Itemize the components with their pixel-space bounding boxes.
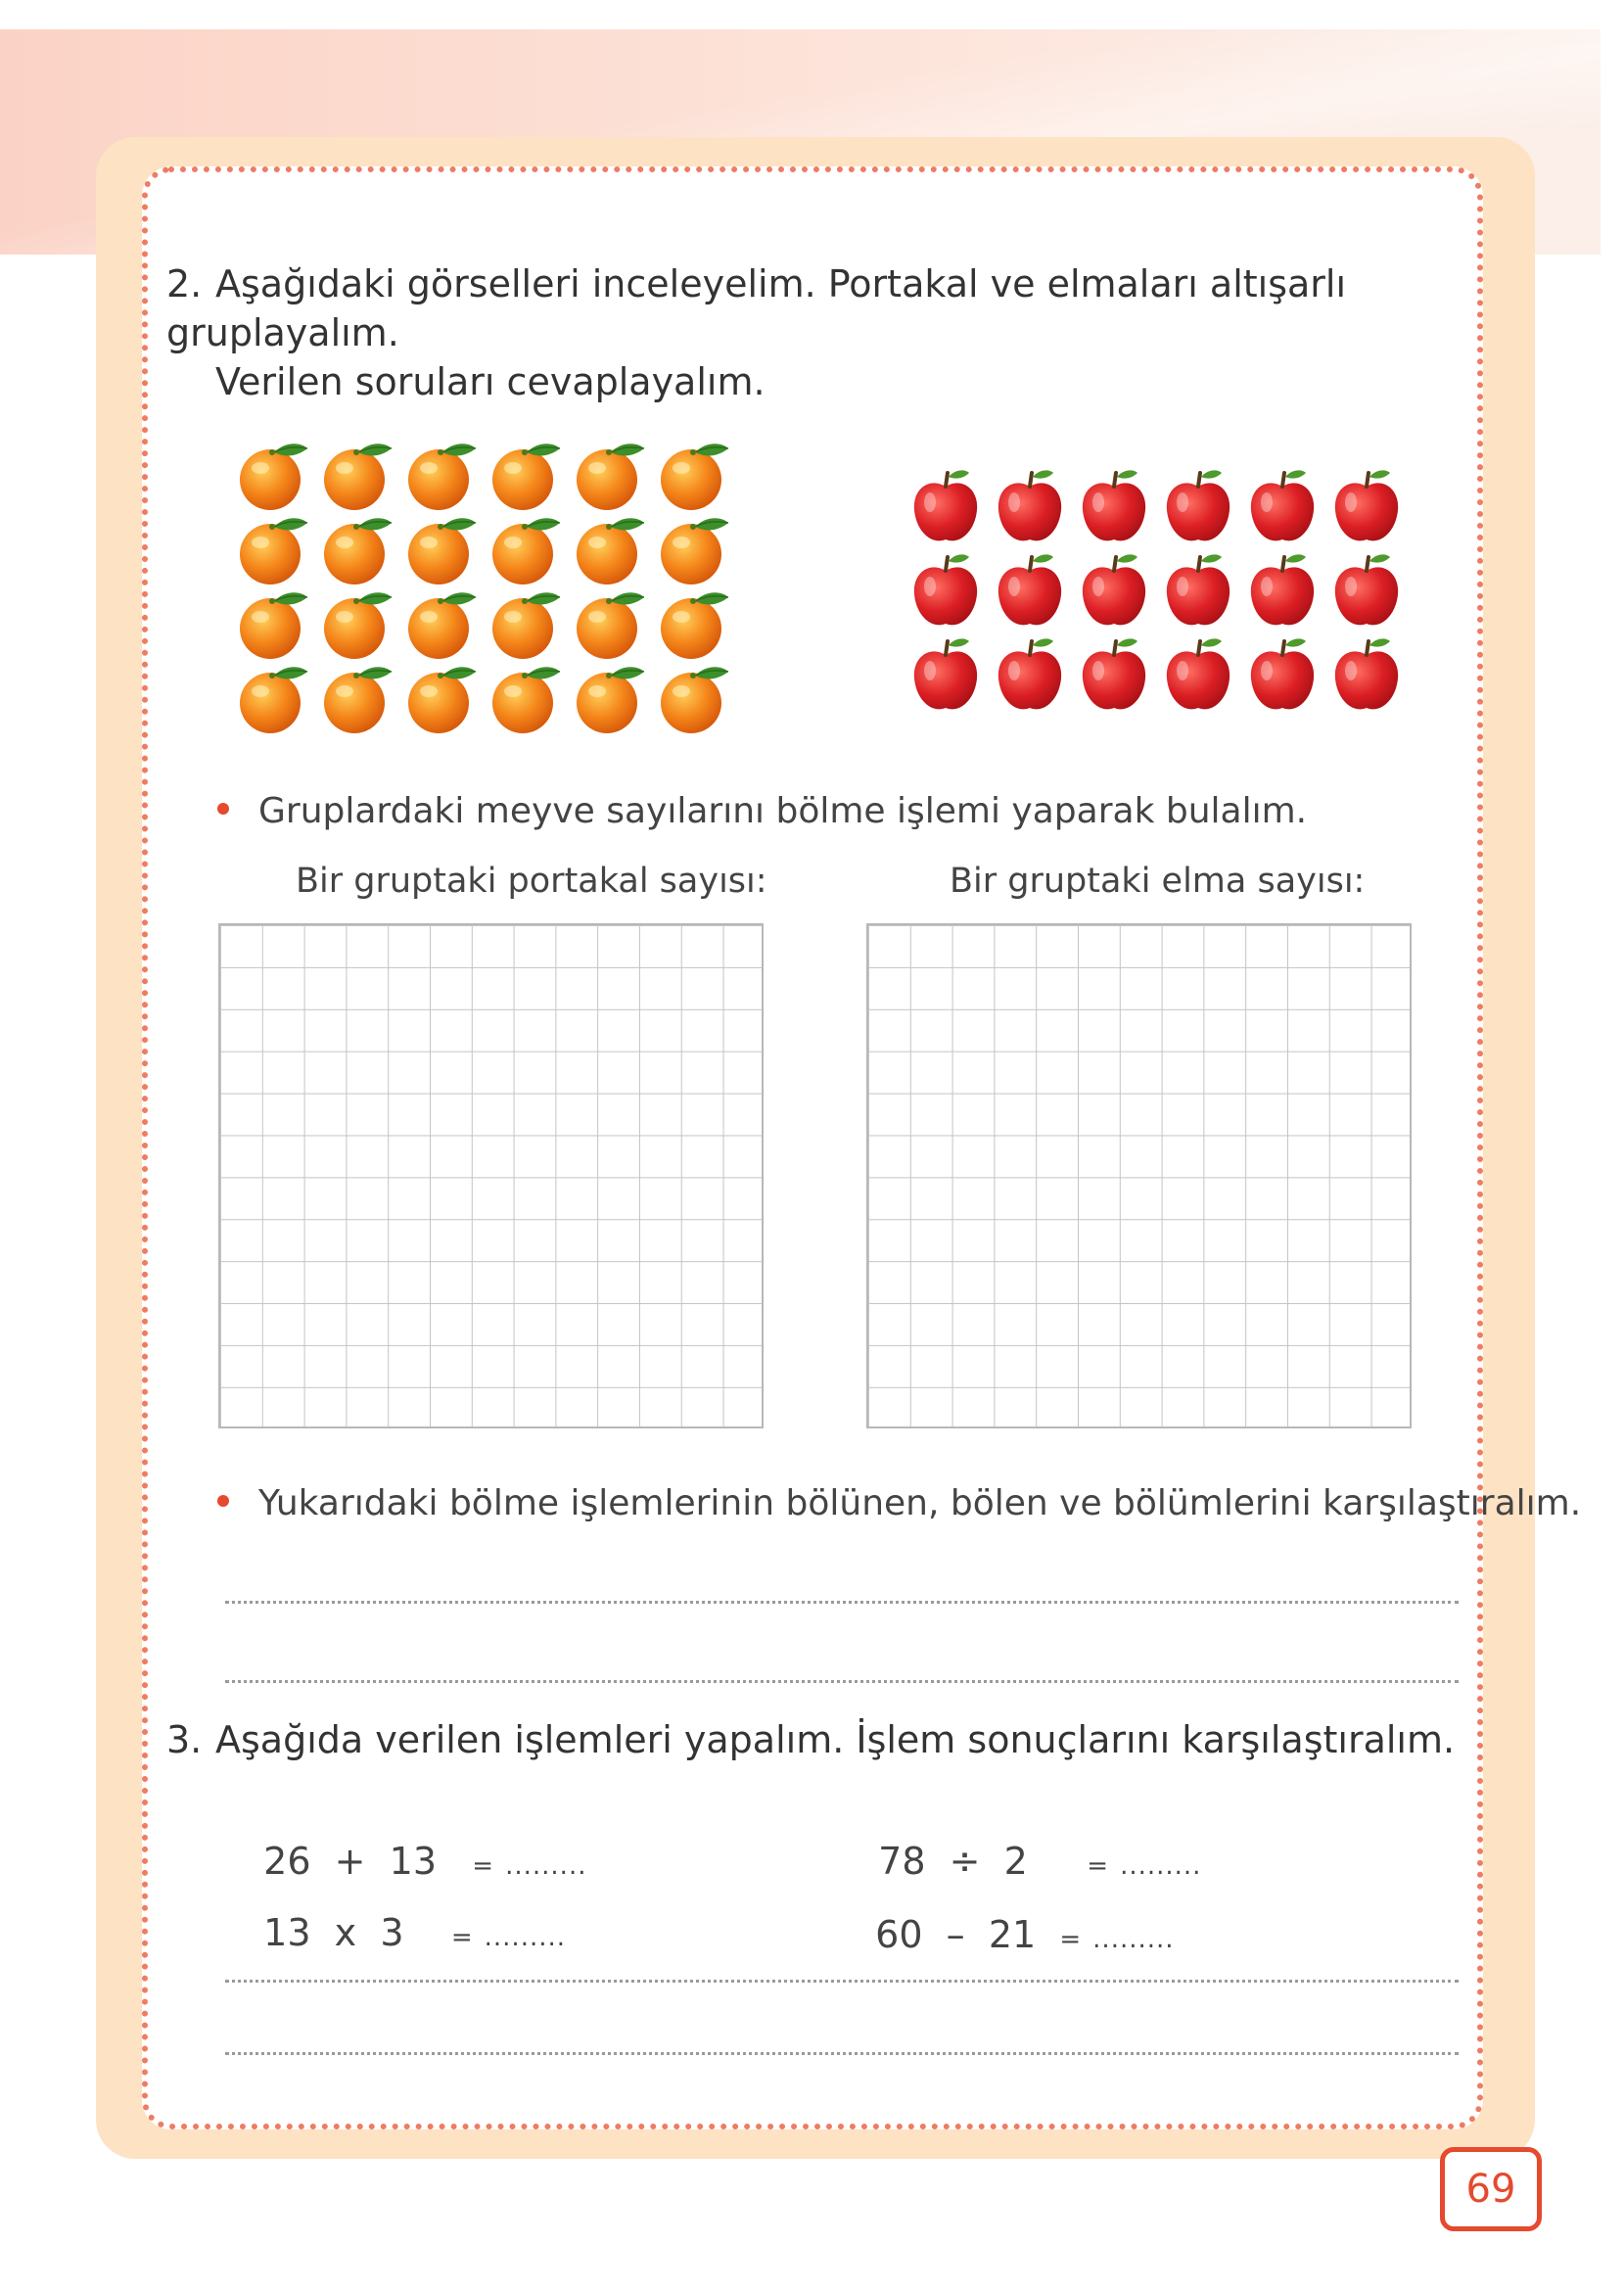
question-2-line2: Verilen soruları cevaplayalım. [215,360,766,403]
apple-answer-grid[interactable] [866,923,1412,1428]
operation-expression: 13 x 3 [263,1911,404,1954]
orange-icon [235,664,319,738]
question-2-line1: Aşağıdaki görselleri inceleyelim. Portakal ve elmaları altışarlı gruplayalım. [166,262,1347,354]
operation-subtraction [852,1870,1175,1956]
operation-answer-blank[interactable]: ......... [505,1851,587,1881]
orange-icon [235,515,319,589]
orange-icon [572,441,656,515]
orange-icon [656,441,740,515]
apple-icon [1161,633,1245,718]
apple-group [908,465,1414,718]
question-2-number: 2. [166,262,203,305]
answer-line-3[interactable] [225,1980,1459,1983]
apple-grid-title: Bir gruptaki elma sayısı: [950,862,1366,901]
equals-sign: = [1059,1925,1082,1954]
orange-icon [656,664,740,738]
apple-icon [1077,465,1161,549]
apple-icon [908,549,993,633]
question-2 [166,259,1459,406]
orange-icon [572,515,656,589]
apple-icon [1077,633,1161,718]
apple-icon [1077,549,1161,633]
orange-icon [403,664,487,738]
equals-sign: = [450,1923,473,1952]
bullet-dot [217,1495,229,1507]
apple-icon [1329,465,1414,549]
operation-expression: 60 – 21 [875,1913,1037,1956]
apple-icon [1329,633,1414,718]
apple-icon [908,633,993,718]
orange-icon [235,589,319,664]
orange-icon [319,589,403,664]
bullet-dot [217,803,229,815]
question-3 [166,1715,1459,1764]
orange-icon [403,515,487,589]
orange-icon [403,441,487,515]
orange-icon [319,515,403,589]
equals-sign: = [472,1851,494,1881]
orange-icon [487,664,572,738]
orange-icon [319,441,403,515]
equals-sign: = [1087,1851,1109,1881]
apple-icon [993,549,1077,633]
orange-icon [487,441,572,515]
answer-line-1[interactable] [225,1601,1459,1604]
operation-multiplication [240,1868,566,1954]
answer-line-2[interactable] [225,1680,1459,1683]
orange-icon [319,664,403,738]
orange-icon [656,589,740,664]
apple-icon [1161,549,1245,633]
orange-icon [572,664,656,738]
orange-icon [572,589,656,664]
apple-icon [1161,465,1245,549]
orange-icon [656,515,740,589]
apple-icon [1329,549,1414,633]
orange-icon [487,589,572,664]
orange-icon [403,589,487,664]
operation-expression: 26 + 13 [263,1840,438,1883]
question-3-number: 3. [166,1718,203,1761]
orange-group [235,441,740,738]
bullet-find-groups [217,791,1307,831]
apple-icon [908,465,993,549]
bullet-compare [217,1483,1581,1523]
apple-icon [993,465,1077,549]
operation-expression: 78 ÷ 2 [878,1840,1028,1883]
operation-answer-blank[interactable]: ......... [1092,1925,1175,1954]
apple-icon [1245,465,1329,549]
answer-line-4[interactable] [225,2052,1459,2055]
question-3-text: Aşağıda verilen işlemleri yapalım. İşlem sonuçlarını karşılaştıralım. [215,1718,1456,1761]
bullet-find-groups-text: Gruplardaki meyve sayılarını bölme işlemi yaparak bulalım. [258,791,1308,831]
apple-icon [1245,549,1329,633]
orange-icon [487,515,572,589]
bullet-compare-text: Yukarıdaki bölme işlemlerinin bölünen, bölen ve bölümlerini karşılaştıralım. [258,1483,1582,1523]
page-number: 69 [1440,2147,1542,2231]
apple-icon [993,633,1077,718]
orange-answer-grid[interactable] [218,923,764,1428]
orange-icon [235,441,319,515]
operation-answer-blank[interactable]: ......... [1120,1851,1202,1881]
operation-answer-blank[interactable]: ......... [484,1923,567,1952]
orange-grid-title: Bir gruptaki portakal sayısı: [296,862,767,901]
apple-icon [1245,633,1329,718]
